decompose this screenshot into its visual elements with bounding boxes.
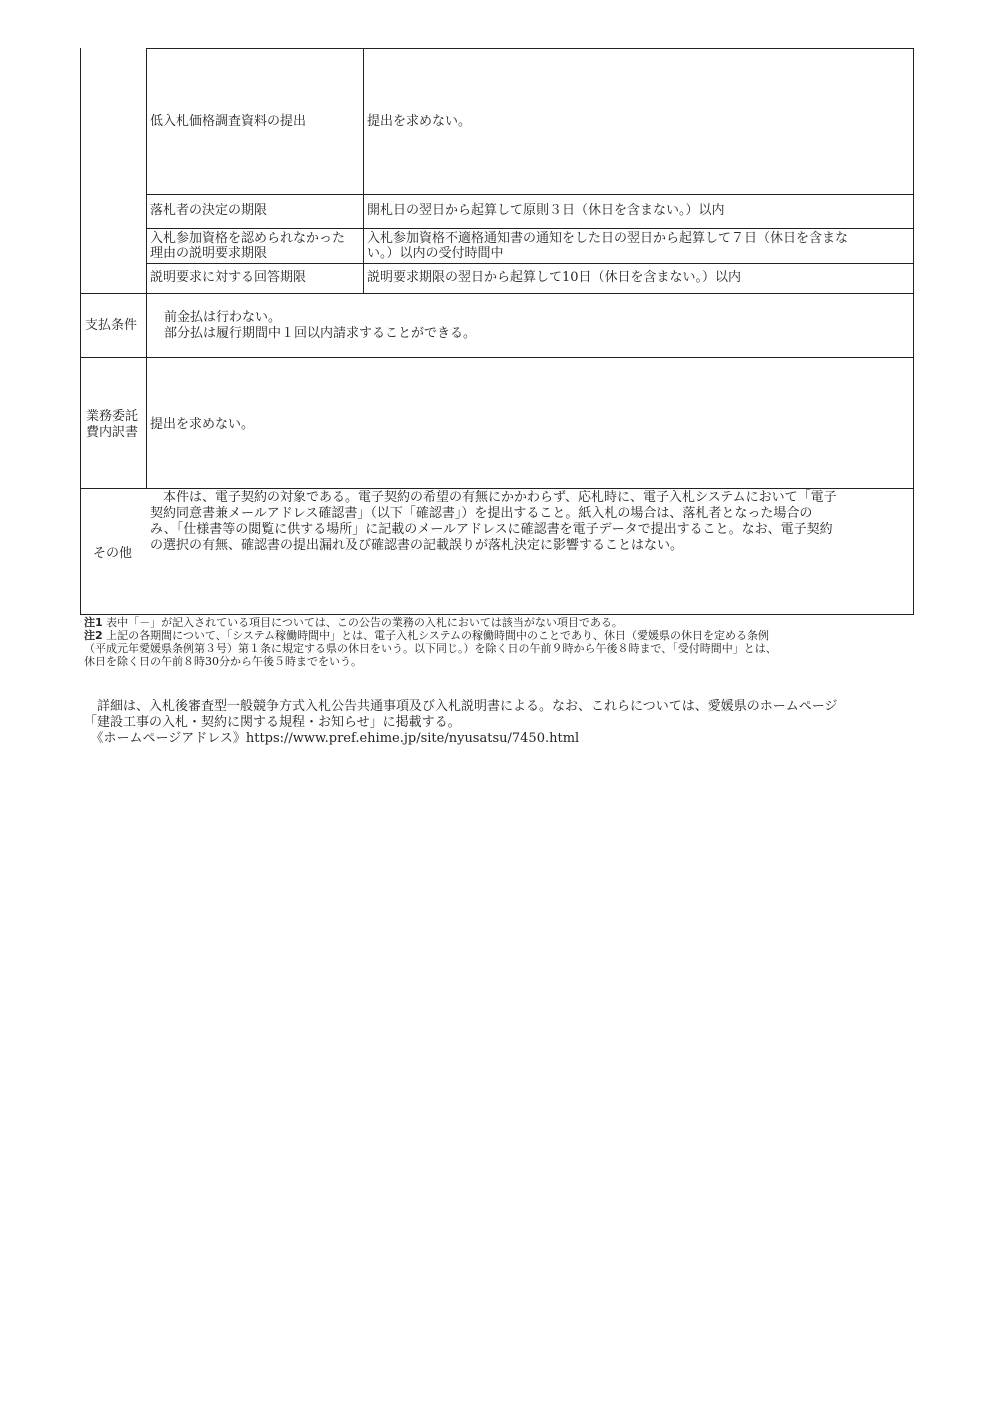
note-2-text-1: 上記の各期間について、「システム稼働時間中」とは、電子入札システムの稼働時間中のことであり、休日（愛媛県の休日を定める条例 bbox=[106, 629, 770, 642]
other-line-2: 契約同意書兼メールアドレス確認書」（以下「確認書」）を提出すること。紙入札の場合は、落札者となった場合の bbox=[150, 506, 813, 521]
notes-block bbox=[84, 616, 914, 668]
note-2-line-1 bbox=[84, 629, 914, 642]
payment-label: 支払条件 bbox=[85, 318, 138, 333]
row-value-answer-deadline: 説明要求期限の翌日から起算して10日（休日を含まない。）以内 bbox=[367, 270, 742, 285]
row-value-decision-deadline: 開札日の翌日から起算して原則３日（休日を含まない。）以内 bbox=[367, 203, 725, 218]
row-divider bbox=[80, 488, 914, 489]
row-divider bbox=[146, 228, 914, 229]
note-1-mark: 注1 bbox=[84, 616, 103, 629]
table-right-border bbox=[913, 48, 914, 615]
other-label: その他 bbox=[93, 546, 133, 561]
other-line-1: 本件は、電子契約の対象である。電子契約の希望の有無にかかわらず、応札時に、電子入札システムにおいて「電子 bbox=[150, 490, 837, 505]
row-value-low-bid-materials: 提出を求めない。 bbox=[367, 114, 472, 129]
other-line-3: み、「仕様書等の閲覧に供する場所」に記載のメールアドレスに確認書を電子データで提出すること。なお、電子契約 bbox=[150, 522, 833, 537]
footer-block bbox=[84, 699, 914, 747]
row-label-decision-deadline: 落札者の決定の期限 bbox=[150, 203, 268, 218]
breakdown-label-line2: 費内訳書 bbox=[86, 425, 139, 440]
row-divider bbox=[80, 357, 914, 358]
row-divider bbox=[146, 263, 914, 264]
breakdown-label-line1: 業務委託 bbox=[86, 409, 139, 424]
row-value-explanation-request-line1: 入札参加資格不適格通知書の通知をした日の翌日から起算して７日（休日を含まな bbox=[367, 231, 849, 246]
row-divider bbox=[146, 194, 914, 195]
note-2-line-2: （平成元年愛媛県条例第３号）第１条に規定する県の休日をいう。以下同じ。）を除く日の午前９時から午後８時まで、「受付時間中」とは、 bbox=[84, 642, 777, 655]
row-value-explanation-request-line2: い。）以内の受付時間中 bbox=[367, 246, 504, 261]
footer-line-2: 「建設工事の入札・契約に関する規程・お知らせ」に掲載する。 bbox=[84, 715, 461, 730]
row-label-explanation-request-line1: 入札参加資格を認められなかった bbox=[150, 231, 346, 246]
breakdown-value: 提出を求めない。 bbox=[150, 417, 255, 432]
row-label-low-bid-materials: 低入札価格調査資料の提出 bbox=[150, 114, 307, 129]
table-bottom-border bbox=[80, 614, 914, 615]
value-column-divider bbox=[363, 48, 364, 293]
note-2-line-3: 休日を除く日の午前８時30分から午後５時までをいう。 bbox=[84, 655, 362, 668]
note-2-mark: 注2 bbox=[84, 629, 103, 642]
other-line-4: の選択の有無、確認書の提出漏れ及び確認書の記載誤りが落札決定に影響することはない。 bbox=[150, 538, 684, 553]
footer-line-3: 《ホームページアドレス》https://www.pref.ehime.jp/site/nyusatsu/7450.html bbox=[84, 731, 580, 746]
payment-line-1: 前金払は行わない。 bbox=[164, 310, 282, 325]
row-label-answer-deadline: 説明要求に対する回答期限 bbox=[150, 270, 307, 285]
note-1-text: 表中「－」が記入されている項目については、この公告の業務の入札においては該当がない項目である。 bbox=[106, 616, 623, 629]
label-column-divider bbox=[146, 48, 147, 488]
note-1 bbox=[84, 616, 914, 629]
table-left-border bbox=[80, 48, 81, 615]
payment-line-2: 部分払は履行期間中１回以内請求することができる。 bbox=[164, 326, 477, 341]
row-label-explanation-request-line2: 理由の説明要求期限 bbox=[150, 246, 268, 261]
row-divider bbox=[80, 293, 914, 294]
row-divider bbox=[146, 48, 914, 49]
footer-line-1: 詳細は、入札後審査型一般競争方式入札公告共通事項及び入札説明書による。なお、これらについては、愛媛県のホームページ bbox=[84, 699, 838, 714]
